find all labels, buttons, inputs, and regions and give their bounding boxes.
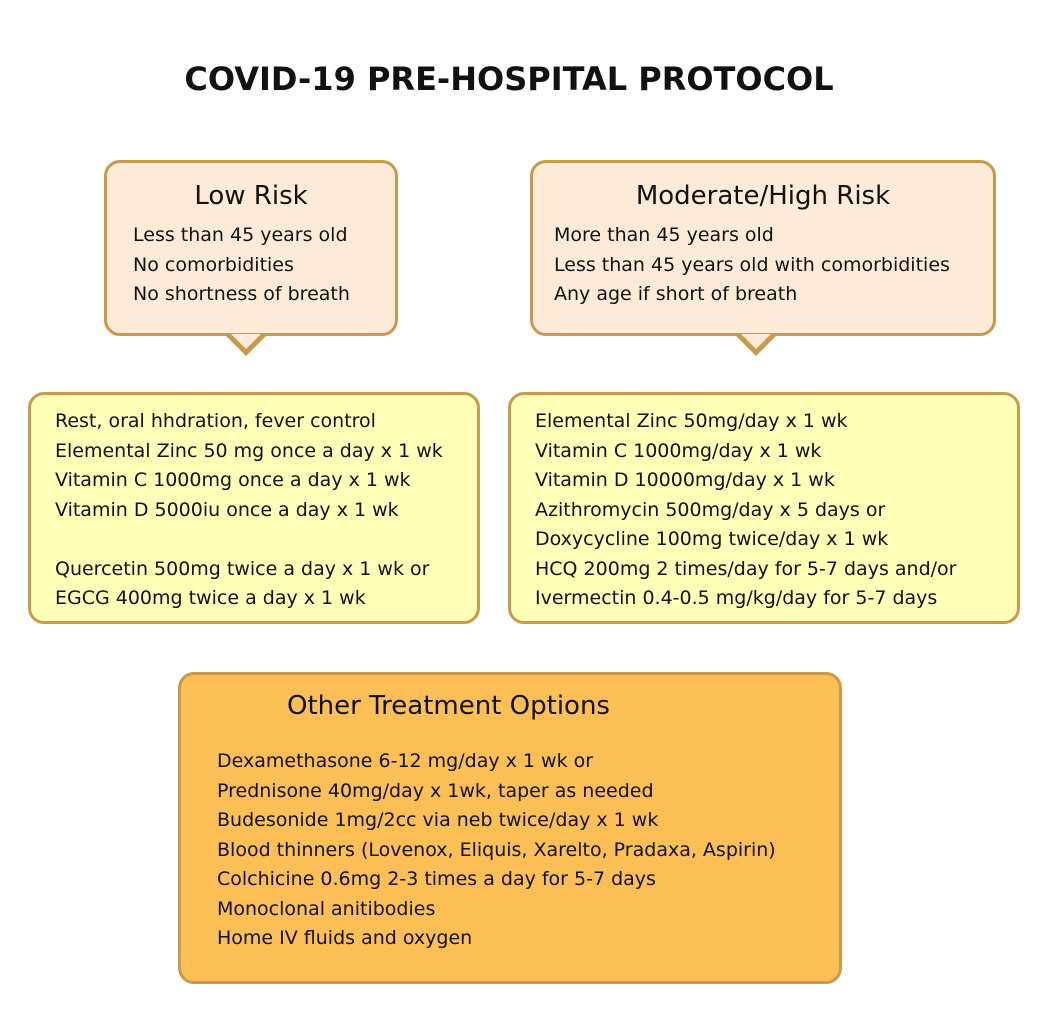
high-risk-treatment-box	[508, 392, 1020, 624]
treatment-item: Vitamin D 10000mg/day x 1 wk	[535, 469, 835, 491]
treatment-item: Vitamin D 5000iu once a day x 1 wk	[55, 498, 399, 521]
list-spacer	[55, 525, 477, 555]
treatment-item: Elemental Zinc 50 mg once a day x 1 wk	[55, 439, 443, 462]
treatment-item: Ivermectin 0.4-0.5 mg/kg/day for 5-7 days	[535, 587, 938, 609]
moderate-high-risk-criteria	[554, 221, 993, 310]
treatment-item: Quercetin 500mg twice a day x 1 wk or	[55, 557, 430, 580]
treatment-item: Monoclonal anitibodies	[217, 897, 436, 920]
moderate-high-risk-heading: Moderate/High Risk	[635, 181, 891, 211]
moderate-high-risk-box	[530, 160, 996, 336]
criteria-item: Any age if short of breath	[554, 283, 798, 305]
treatment-item: Home IV fluids and oxygen	[217, 927, 473, 949]
moderate-high-risk-arrow	[736, 336, 776, 356]
treatment-item: Azithromycin 500mg/day x 5 days or	[535, 498, 886, 521]
criteria-item: No comorbidities	[133, 253, 294, 276]
other-treatment-box	[178, 672, 842, 984]
criteria-item: More than 45 years old	[554, 224, 774, 246]
treatment-item: Rest, oral hhdration, fever control	[55, 410, 376, 432]
treatment-item: EGCG 400mg twice a day x 1 wk	[55, 587, 366, 609]
treatment-item: Prednisone 40mg/day x 1wk, taper as needed	[217, 779, 654, 802]
treatment-item: Elemental Zinc 50mg/day x 1 wk	[535, 410, 848, 432]
treatment-item: Dexamethasone 6-12 mg/day x 1 wk or	[217, 750, 594, 772]
low-risk-box	[104, 160, 398, 336]
high-risk-treatment-list	[535, 407, 1017, 614]
treatment-item: HCQ 200mg 2 times/day for 5-7 days and/or	[535, 557, 957, 580]
low-risk-criteria	[133, 221, 395, 310]
low-risk-treatment-list	[55, 407, 477, 614]
treatment-item: Blood thinners (Lovenox, Eliquis, Xarelto, Pradaxa, Aspirin)	[217, 838, 776, 861]
criteria-item: Less than 45 years old with comorbidities	[554, 253, 950, 276]
criteria-item: Less than 45 years old	[133, 224, 348, 246]
page-title: COVID-19 PRE-HOSPITAL PROTOCOL	[184, 60, 834, 98]
other-treatment-list	[217, 747, 839, 954]
treatment-item: Budesonide 1mg/2cc via neb twice/day x 1 wk	[217, 809, 659, 831]
treatment-item: Vitamin C 1000mg/day x 1 wk	[535, 439, 822, 462]
treatment-item: Colchicine 0.6mg 2-3 times a day for 5-7 days	[217, 868, 656, 890]
other-treatment-heading: Other Treatment Options	[287, 691, 610, 721]
treatment-item: Doxycycline 100mg twice/day x 1 wk	[535, 528, 889, 550]
low-risk-heading: Low Risk	[194, 181, 308, 211]
low-risk-arrow	[226, 336, 266, 356]
criteria-item: No shortness of breath	[133, 283, 350, 305]
low-risk-treatment-box	[28, 392, 480, 624]
treatment-item: Vitamin C 1000mg once a day x 1 wk	[55, 469, 411, 491]
